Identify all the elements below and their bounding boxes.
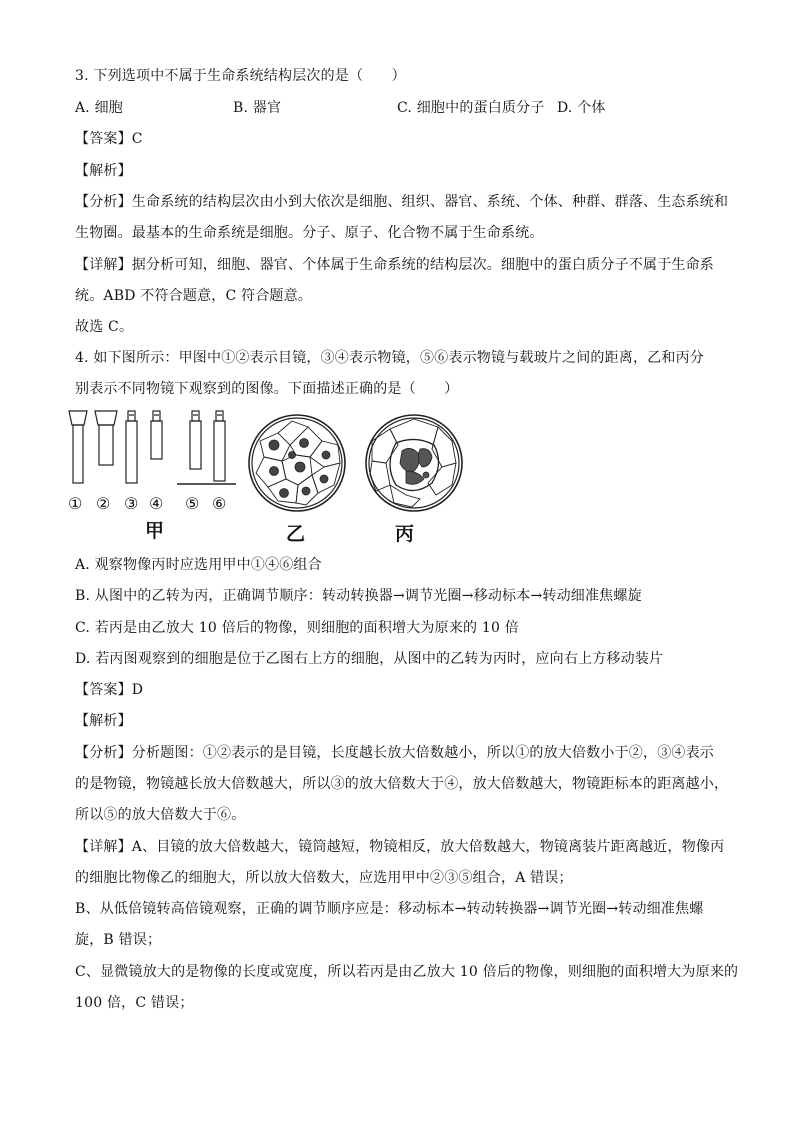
q4-option-b: B. 从图中的乙转为丙，正确调节顺序：转动转换器→调节光圈→移动标本→转动细准焦螺旋 [75, 588, 642, 604]
objective-distance-5-icon [190, 411, 201, 469]
q4-detail-line-2: 的细胞比物像乙的细胞大，所以放大倍数大，应选用甲中②③⑤组合，A 错误； [75, 870, 573, 886]
label-3: ③ [124, 494, 139, 513]
q4-detail-line-5: C、显微镜放大的是物像的长度或宽度，所以若丙是由乙放大 10 倍后的物像，则细胞的面积增大为原来的 [75, 964, 739, 980]
objective-4-icon [151, 411, 162, 459]
q4-answer: 【答案】D [75, 682, 144, 698]
q4-option-a: A. 观察物像丙时应选用甲中①④⑥组合 [75, 557, 322, 573]
q4-detail-line-6: 100 倍，C 错误； [75, 995, 194, 1011]
label-jia: 甲 [145, 520, 165, 542]
objective-distance-6-icon [214, 411, 225, 481]
q3-option-d: D. 个体 [557, 100, 606, 116]
q4-jiexi-heading: 【解析】 [75, 713, 132, 729]
q4-detail-line-3: B、从低倍镜转高倍镜观察，正确的调节顺序应是：移动标本→转动转换器→调节光圈→转动细准焦螺 [75, 901, 704, 917]
label-1: ① [68, 494, 83, 513]
q4-analysis-line-1: 【分析】分析题图：①②表示的是目镜，长度越长放大倍数越小，所以①的放大倍数小于②，③④表示 [75, 745, 714, 761]
q3-option-a: A. 细胞 [75, 100, 124, 116]
q4-stem-line-2: 别表示不同物镜下观察到的图像。下面描述正确的是（ ） [75, 381, 459, 397]
microscope-figure [60, 405, 480, 550]
q4-stem-line-1: 4. 如下图所示：甲图中①②表示目镜，③④表示物镜，⑤⑥表示物镜与载玻片之间的距离，乙和丙分 [75, 350, 705, 366]
q3-analysis-line-1: 【分析】生命系统的结构层次由小到大依次是细胞、组织、器官、系统、个体、种群、群落、生态系统和 [75, 194, 729, 210]
q4-option-c: C. 若丙是由乙放大 10 倍后的物像，则细胞的面积增大为原来的 10 倍 [75, 620, 519, 636]
eyepiece-2-icon [95, 411, 117, 465]
q4-option-d: D. 若丙图观察到的细胞是位于乙图右上方的细胞，从图中的乙转为丙时，应向右上方移动装片 [75, 651, 664, 667]
label-5: ⑤ [185, 494, 200, 513]
q3-answer: 【答案】C [75, 131, 143, 147]
label-6: ⑥ [212, 494, 227, 513]
q3-jiexi-heading: 【解析】 [75, 163, 132, 179]
eyepiece-1-icon [69, 411, 87, 483]
label-yi: 乙 [286, 523, 306, 545]
q4-detail-line-1: 【详解】A、目镜的放大倍数越大，镜筒越短，物镜相反，放大倍数越大，物镜离装片距离越近，物像丙 [75, 839, 725, 855]
q4-analysis-line-3: 所以⑤的放大倍数大于⑥。 [75, 807, 246, 823]
q4-detail-line-4: 旋，B 错误； [75, 932, 162, 948]
label-2: ② [96, 494, 111, 513]
label-bing: 丙 [395, 523, 415, 545]
label-4: ④ [149, 494, 164, 513]
q3-stem: 3. 下列选项中不属于生命系统结构层次的是（ ） [75, 68, 406, 84]
q3-conclusion: 故选 C。 [75, 319, 134, 335]
q3-option-b: B. 器官 [233, 100, 282, 116]
q4-analysis-line-2: 的是物镜，物镜越长放大倍数越大，所以③的放大倍数大于④，放大倍数越大，物镜距标本的距离越小， [75, 776, 729, 792]
q3-detail-line-1: 【详解】据分析可知，细胞、器官、个体属于生命系统的结构层次。细胞中的蛋白质分子不属于生命系 [75, 257, 714, 273]
q3-option-c: C. 细胞中的蛋白质分子 [397, 100, 545, 116]
q3-options [75, 98, 715, 118]
objective-3-icon [126, 411, 137, 483]
q3-detail-line-2: 统。ABD 不符合题意，C 符合题意。 [75, 288, 313, 304]
q3-analysis-line-2: 生物圈。最基本的生命系统是细胞。分子、原子、化合物不属于生命系统。 [75, 225, 544, 241]
